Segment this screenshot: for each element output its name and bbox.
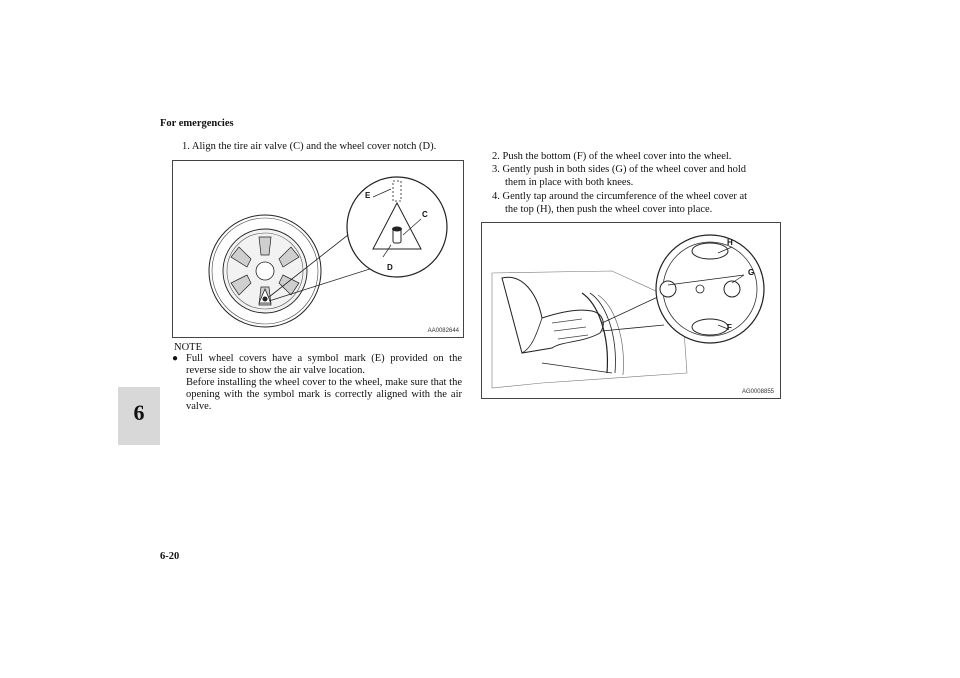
step-3-text-cont: them in place with both knees. bbox=[505, 177, 634, 188]
label-g: G bbox=[748, 268, 755, 277]
label-c: C bbox=[422, 210, 428, 219]
step-4-text-cont: the top (H), then push the wheel cover into place. bbox=[505, 204, 713, 215]
figure-code: AA0082644 bbox=[427, 328, 459, 334]
step-1-text: 1. Align the tire air valve (C) and the wheel cover notch (D). bbox=[182, 141, 437, 152]
note-body bbox=[172, 353, 462, 413]
step-3-text: 3. Gently push in both sides (G) of the wheel cover and hold bbox=[492, 164, 746, 175]
label-h: H bbox=[727, 238, 733, 247]
figure-wheel-valve-alignment bbox=[172, 160, 464, 338]
figure-install-wheel-cover bbox=[481, 222, 781, 399]
label-d: D bbox=[387, 263, 393, 272]
note-line-1: Full wheel covers have a symbol mark (E) provided on the reverse side to show the air valve location. bbox=[186, 353, 462, 376]
step-2-text: 2. Push the bottom (F) of the wheel cover into the wheel. bbox=[492, 151, 732, 162]
note-line-2: Before installing the wheel cover to the wheel, make sure that the opening with the symbol mark is correctly aligned with the air valve. bbox=[186, 377, 462, 412]
page-number: 6-20 bbox=[160, 551, 180, 562]
bullet-icon: ● bbox=[172, 353, 179, 364]
label-f: F bbox=[727, 323, 732, 332]
wheel-cover-illustration bbox=[173, 161, 463, 337]
step-4-text: 4. Gently tap around the circumference of the wheel cover at bbox=[492, 191, 748, 202]
install-illustration bbox=[482, 223, 780, 398]
section-header: For emergencies bbox=[160, 118, 234, 129]
chapter-number: 6 bbox=[133, 400, 145, 425]
figure-code: AG0008855 bbox=[741, 389, 774, 395]
note-heading: NOTE bbox=[174, 342, 202, 353]
label-e: E bbox=[365, 191, 371, 200]
